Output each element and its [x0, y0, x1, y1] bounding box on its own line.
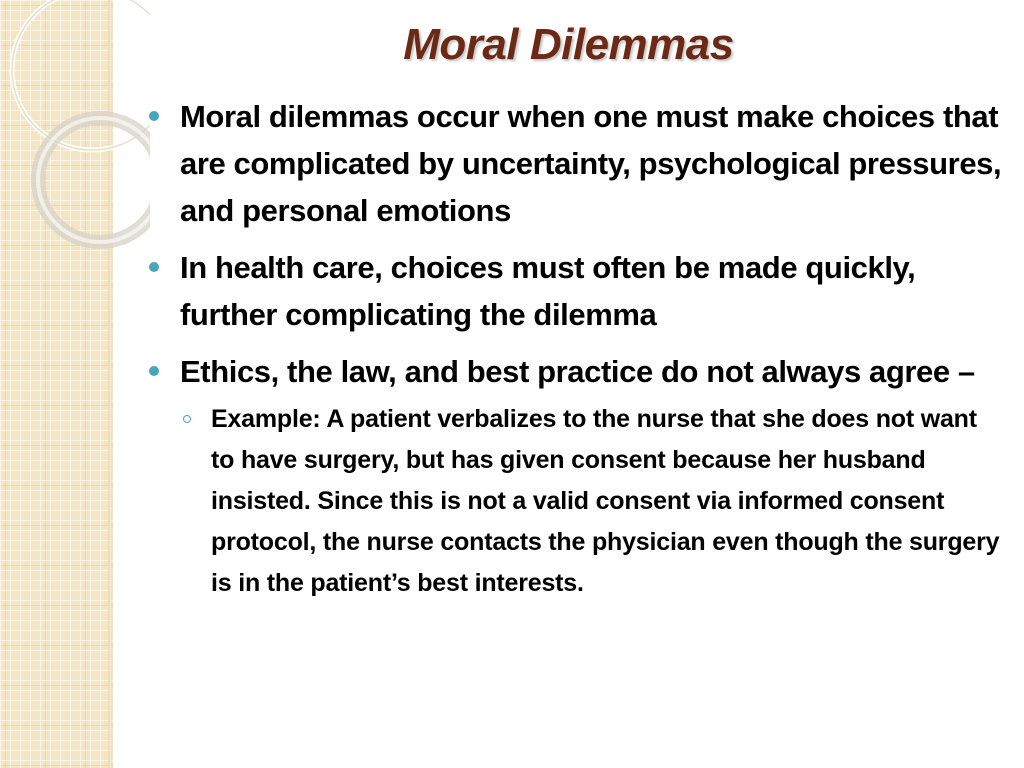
slide-title: Moral Dilemmas — [403, 20, 734, 69]
hollow-circle-bullet-icon — [183, 415, 191, 423]
bullet-text: Moral dilemmas occur when one must make choices that are complicated by uncertainty, psychological pressures, and personal emotions — [180, 99, 1002, 228]
bullet-text: In health care, choices must often be made quickly, further complicating the dilemma — [180, 250, 916, 332]
bullet-item — [145, 244, 1005, 338]
bullet-dot-icon — [149, 111, 159, 121]
bullet-item — [145, 348, 1005, 395]
bullet-text: Ethics, the law, and best practice do not always agree – — [180, 354, 975, 389]
bullet-dot-icon — [149, 366, 159, 376]
bullet-item — [145, 93, 1005, 234]
sub-bullet-item — [145, 399, 1005, 604]
sub-bullet-text: Example: A patient verbalizes to the nurse that she does not want to have surgery, but has given consent because her husband insisted. Since this is not a valid consent via informed consent protocol, the nurse contacts the physician even though the surgery is in the patient’s best interests. — [211, 405, 1000, 597]
slide-content — [145, 93, 1005, 604]
bullet-dot-icon — [149, 262, 159, 272]
